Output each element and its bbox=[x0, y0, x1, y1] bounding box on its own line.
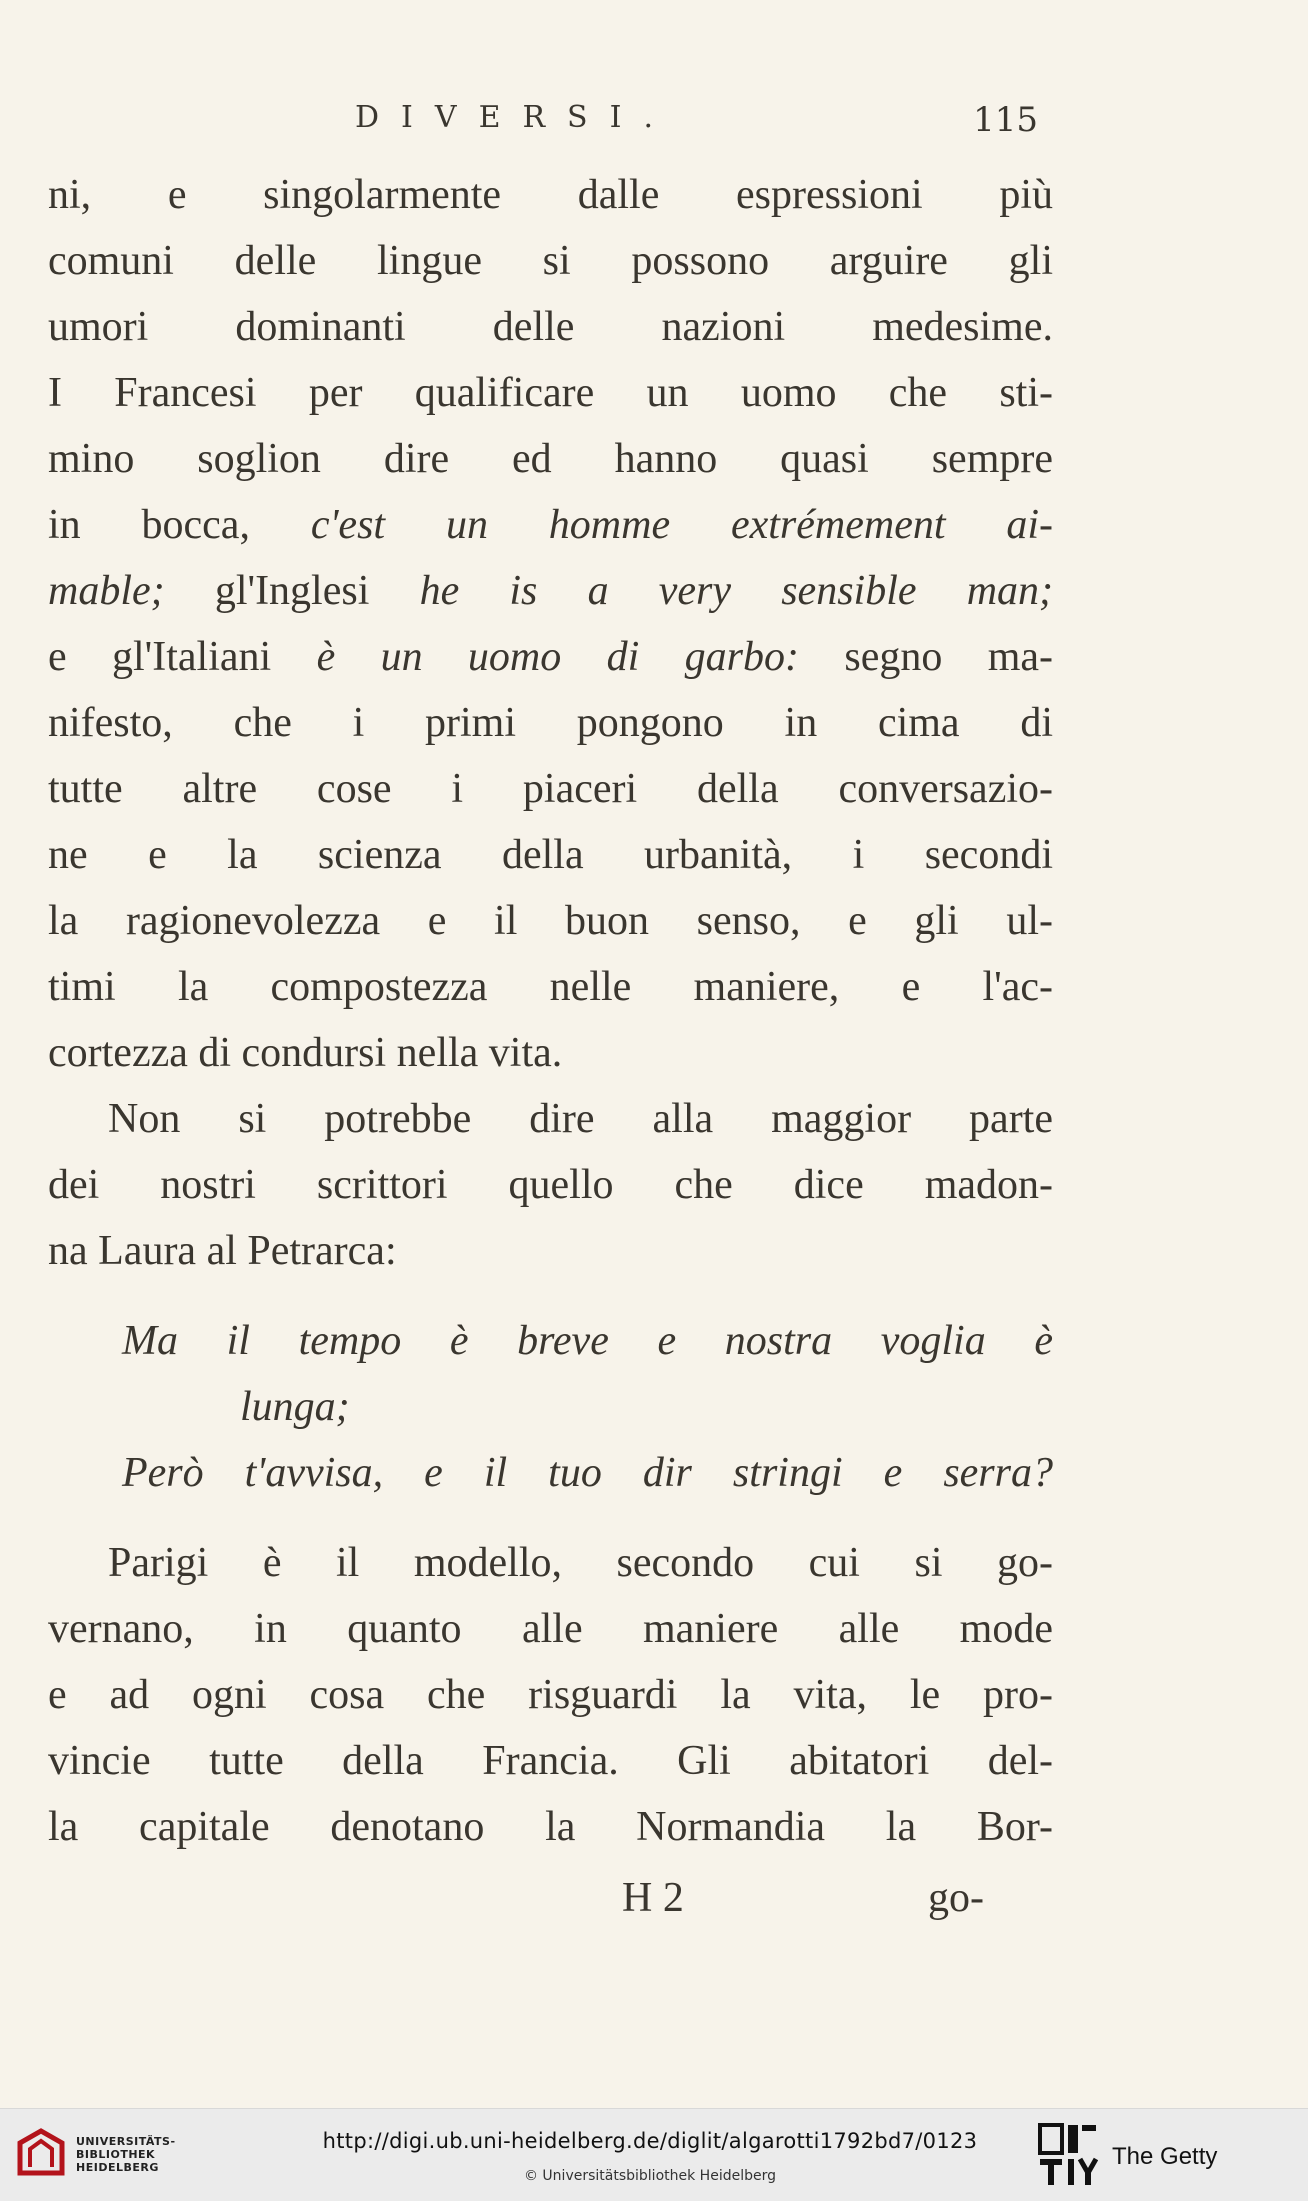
text-line: la capitale denotano la Normandia la Bor- bbox=[48, 1804, 1053, 1850]
library-emblem-icon bbox=[14, 2127, 68, 2181]
text-fragment: e gl'Italiani bbox=[48, 634, 272, 680]
text-line: e ad ogni cosa che risguardi la vita, le pro- bbox=[48, 1672, 1053, 1718]
institution-name bbox=[76, 2135, 176, 2174]
spacer bbox=[48, 1506, 1053, 1530]
italian-quote: è un uomo di garbo: bbox=[316, 634, 799, 680]
verse-line: Però t'avvisa, e il tuo dir stringi e serra? bbox=[122, 1450, 1053, 1496]
text-line: timi la compostezza nelle maniere, e l'ac- bbox=[48, 964, 1053, 1010]
text-fragment: mable; bbox=[48, 568, 165, 614]
spacer bbox=[48, 1284, 1053, 1308]
text-line: Parigi è il modello, secondo cui si go- bbox=[108, 1540, 1053, 1586]
page-number: 115 bbox=[973, 100, 1038, 140]
text-line: Non si potrebbe dire alla maggior parte bbox=[108, 1096, 1053, 1142]
page-signature bbox=[0, 1874, 1308, 1934]
page-header bbox=[355, 100, 1055, 150]
institution-line: UNIVERSITÄTS- bbox=[76, 2135, 176, 2148]
text-line: ne e la scienza della urbanità, i secondi bbox=[48, 832, 1053, 878]
text-line: na Laura al Petrarca: bbox=[48, 1228, 397, 1274]
text-fragment: segno ma- bbox=[844, 634, 1054, 680]
text-line: ni, e singolarmente dalle espressioni più bbox=[48, 172, 1053, 218]
english-quote: he is a very sensible man; bbox=[419, 568, 1054, 614]
text-line: cortezza di condursi nella vita. bbox=[48, 1030, 563, 1076]
text-line: vincie tutte della Francia. Gli abitatori del- bbox=[48, 1738, 1053, 1784]
text-line: dei nostri scrittori quello che dice madon- bbox=[48, 1162, 1053, 1208]
getty-name: The Getty bbox=[1112, 2143, 1218, 2170]
text-line-french bbox=[48, 492, 1053, 558]
getty-logo[interactable] bbox=[1038, 2123, 1288, 2189]
text-line: I Francesi per qualificare un uomo che sti- bbox=[48, 370, 1053, 416]
text-fragment: in bocca, bbox=[48, 502, 250, 548]
viewer-footer bbox=[0, 2108, 1308, 2201]
text-fragment: gl'Inglesi bbox=[214, 568, 370, 614]
text-line-italian bbox=[48, 624, 1053, 690]
running-title: DIVERSI. bbox=[355, 100, 675, 135]
text-line: mino soglion dire ed hanno quasi sempre bbox=[48, 436, 1053, 482]
text-line: comuni delle lingue si possono arguire gli bbox=[48, 238, 1053, 284]
getty-emblem-icon bbox=[1038, 2123, 1098, 2187]
permalink-url[interactable]: http://digi.ub.uni-heidelberg.de/diglit/algarotti1792bd7/0123 bbox=[322, 2129, 978, 2153]
text-line: vernano, in quanto alle maniere alle mode bbox=[48, 1606, 1053, 1652]
institution-line: BIBLIOTHEK bbox=[76, 2148, 156, 2161]
text-line: tutte altre cose i piaceri della conversazio- bbox=[48, 766, 1053, 812]
french-quote: c'est un homme extrémement ai- bbox=[310, 502, 1054, 548]
signature-mark: H 2 bbox=[622, 1875, 684, 1921]
verse-line: Ma il tempo è breve e nostra voglia è bbox=[122, 1318, 1053, 1364]
catchword: go- bbox=[928, 1875, 984, 1921]
body-text bbox=[48, 162, 1053, 1860]
text-line-english bbox=[48, 558, 1053, 624]
verse-line: lunga; bbox=[240, 1384, 350, 1430]
text-line: la ragionevolezza e il buon senso, e gli ul- bbox=[48, 898, 1053, 944]
copyright-notice: © Universitätsbibliothek Heidelberg bbox=[523, 2168, 776, 2184]
institution-line: HEIDELBERG bbox=[76, 2161, 159, 2174]
text-line: umori dominanti delle nazioni medesime. bbox=[48, 304, 1053, 350]
text-line: nifesto, che i primi pongono in cima di bbox=[48, 700, 1053, 746]
university-library-logo[interactable] bbox=[14, 2121, 174, 2187]
